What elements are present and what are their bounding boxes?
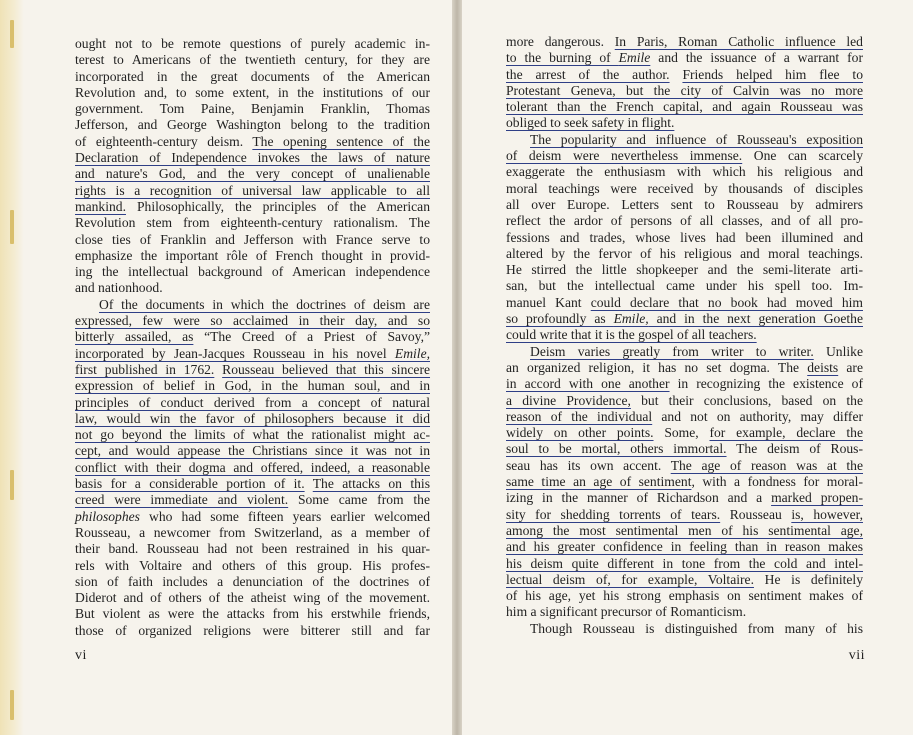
text-line <box>506 344 863 360</box>
underlined-text: creed were immediate and violent. <box>75 492 289 508</box>
text-line <box>506 474 863 490</box>
text-line <box>506 132 863 148</box>
text-line <box>75 558 430 574</box>
underlined-text: soul to be mortal, others immortal. <box>506 441 727 457</box>
tab-marker <box>10 20 14 48</box>
underlined-text: could declare that no book had moved him <box>590 294 863 310</box>
underlined-text: and in the next generation Goethe <box>648 311 863 327</box>
text-run: him a significant precursor of Romanticism. <box>506 604 747 620</box>
text-line <box>75 232 430 248</box>
tab-marker <box>10 210 14 244</box>
text-run: seau has its own accent. <box>506 457 671 473</box>
text-run: close ties of Franklin and Jefferson with France serve to <box>75 231 430 247</box>
underlined-text: The popularity and influence of Rousseau's exposition <box>530 131 863 147</box>
text-run: sion of faith includes a denunciation of the doctrines of <box>75 573 430 589</box>
text-run: emphasize the important rôle of French thought in provid- <box>75 247 430 263</box>
text-run: Jefferson, and George Washington belong to the tradition <box>75 117 430 133</box>
underlined-text: principles of conduct derived from a concept of natural <box>75 394 430 410</box>
underlined-text: tolerant than the French capital, and again Rousseau was <box>506 99 863 115</box>
text-line <box>75 525 430 541</box>
underlined-text: marked propen- <box>771 490 863 506</box>
text-line <box>506 83 863 99</box>
text-line <box>506 311 863 327</box>
underlined-text: law, would win the favor of philosophers because it did <box>75 410 430 426</box>
text-line <box>506 490 863 506</box>
text-line <box>75 199 430 215</box>
text-run: exaggerate the enthusiasm with which his religious and <box>506 164 863 180</box>
text-line <box>506 148 863 164</box>
text-line <box>506 197 863 213</box>
text-run: “The Creed of a Priest of Savoy,” <box>193 329 431 345</box>
underlined-text: same time an age of sentiment <box>506 474 692 490</box>
text-run: One can scarcely <box>742 148 863 164</box>
text-run: Rousseau, a newcomer from Switzerland, as a member of <box>75 524 430 540</box>
text-line <box>75 329 430 345</box>
text-line <box>75 69 430 85</box>
text-line <box>75 411 430 427</box>
underlined-text: first published in 1762. <box>75 361 215 377</box>
text-run: manuel Kant <box>506 294 591 310</box>
text-run: moral teachings were received by thousands of disciples <box>506 180 863 196</box>
text-run: ought not to be remote questions of purely academic in- <box>75 36 430 51</box>
underlined-text: Rousseau believed that this sincere <box>222 361 431 377</box>
text-line <box>506 181 863 197</box>
text-run: more dangerous. <box>506 34 615 49</box>
underlined-text: Of the documents in which the doctrines of deism are <box>99 296 430 312</box>
text-line <box>75 150 430 166</box>
text-line <box>506 621 863 637</box>
underlined-text: lectual deism of, for example, Voltaire. <box>506 571 754 587</box>
text-run: in recognizing the existence of <box>669 376 863 392</box>
underlined-text: but the city of Calvin was no more <box>615 82 863 98</box>
text-line <box>75 101 430 117</box>
text-run: terest to Americans of the twentieth century, for they are <box>75 52 430 68</box>
text-line <box>506 99 863 115</box>
text-run: government. Tom Paine, Benjamin Franklin, Thomas <box>75 101 430 117</box>
underlined-text: so profoundly as <box>506 311 614 327</box>
text-line <box>506 393 863 409</box>
text-line <box>506 213 863 229</box>
text-run: san, but the intellectual came under his spell too. Im- <box>506 278 863 294</box>
text-run: are <box>838 359 863 375</box>
tab-marker <box>10 690 14 720</box>
text-run: He stirred the little shopkeeper and the semi-literate arti- <box>506 262 863 278</box>
text-line <box>506 572 863 588</box>
text-line <box>75 134 430 150</box>
text-line <box>75 460 430 476</box>
text-line <box>506 295 863 311</box>
right-page-text <box>506 34 863 637</box>
text-run: their band. Rousseau had not been restrained in his quar- <box>75 541 430 557</box>
text-line <box>506 262 863 278</box>
underlined-text: and his greater confidence in feeling than in reason makes <box>506 539 863 555</box>
text-line <box>75 85 430 101</box>
underlined-text: In Paris, Roman Catholic influence led <box>614 34 863 49</box>
page-edge-tabs <box>0 0 24 735</box>
text-run: He is definitely <box>753 571 863 587</box>
text-line <box>75 248 430 264</box>
text-line <box>75 606 430 622</box>
underlined-text: deists <box>807 359 839 375</box>
text-run: and the issuance of a warrant for <box>650 50 864 66</box>
text-line <box>506 164 863 180</box>
text-line <box>506 409 863 425</box>
text-line <box>75 362 430 378</box>
text-run: Philosophically, the principles of the American <box>125 198 430 214</box>
underlined-text: could write that it is the gospel of all teachers. <box>506 327 757 343</box>
underlined-text: of deism were nevertheless immense. <box>506 148 743 164</box>
text-run: those of organized religions were bitterer still and far <box>75 622 430 638</box>
text-line <box>75 36 430 52</box>
page-number: vii <box>848 648 865 663</box>
text-line <box>75 476 430 492</box>
text-run: of eighteenth-century deism. <box>75 133 253 149</box>
text-line <box>75 183 430 199</box>
text-line <box>75 117 430 133</box>
text-run: of his age, yet his strong emphasis on sentiment makes of <box>506 588 863 604</box>
left-page-text <box>75 36 430 639</box>
text-line <box>506 458 863 474</box>
underlined-text: The attacks on this <box>312 476 431 492</box>
text-run: and nationhood. <box>75 280 163 296</box>
text-line <box>506 327 863 343</box>
underlined-text: obliged to seek safety in flight. <box>506 115 675 131</box>
text-line <box>506 539 863 555</box>
tab-marker <box>10 470 14 500</box>
text-line <box>75 427 430 443</box>
text-line <box>506 246 863 262</box>
text-line <box>75 346 430 362</box>
text-line <box>75 492 430 508</box>
text-run: But violent as were the attacks from his erstwhile friends, <box>75 606 430 622</box>
text-line <box>506 588 863 604</box>
text-line <box>75 623 430 639</box>
underlined-text: to the burning of <box>506 50 619 66</box>
text-line <box>75 280 430 296</box>
text-run: an organized religion, it has no set dogma. The <box>506 359 808 375</box>
text-run: who had some fifteen years earlier welcomed <box>139 508 430 524</box>
underlined-text: expression of belief in God, in the human soul, and in <box>75 378 430 394</box>
right-page <box>458 0 913 735</box>
text-line <box>75 541 430 557</box>
underlined-text: not go beyond the limits of what the rationalist might ac- <box>75 427 430 443</box>
text-run: Some, <box>653 425 710 441</box>
underlined-text: Deism varies greatly from writer to writer. <box>530 343 814 359</box>
text-line <box>506 230 863 246</box>
underlined-text: mankind. <box>75 198 126 214</box>
text-run: Revolution stem from eighteenth-century rationalism. The <box>75 215 430 231</box>
text-run: but their conclusions, based on the <box>630 392 863 408</box>
underlined-text: among the most sentimental men of his sentimental age, <box>506 522 863 538</box>
underlined-text: Emile, <box>394 345 430 361</box>
underlined-text: incorporated by Jean-Jacques Rousseau in his novel <box>75 345 395 361</box>
text-line <box>506 441 863 457</box>
book-gutter <box>452 0 462 735</box>
text-line <box>506 376 863 392</box>
underlined-text: conflict with their dogma and offered, indeed, a reasonable <box>75 459 430 475</box>
text-run: reflect the ardor of persons of all classes, and of all pro- <box>506 213 863 229</box>
underlined-text: Protestant Geneva, <box>506 82 616 98</box>
underlined-text: basis for a considerable portion of it. <box>75 476 305 492</box>
text-line <box>506 556 863 572</box>
text-run: ing the intellectual background of American independence <box>75 264 430 280</box>
text-line <box>75 590 430 606</box>
text-line <box>75 215 430 231</box>
text-line <box>506 425 863 441</box>
underlined-text: a divine Providence, <box>506 392 631 408</box>
left-page <box>0 0 456 735</box>
text-line <box>75 297 430 313</box>
text-run: The deism of Rous- <box>726 441 863 457</box>
text-line <box>506 507 863 523</box>
underlined-text: widely on other points. <box>506 425 654 441</box>
text-line <box>75 52 430 68</box>
text-line <box>75 166 430 182</box>
underlined-text: The age of reason was at the <box>670 457 863 473</box>
page-number: vi <box>75 648 87 663</box>
text-run: and not on authority, may differ <box>652 408 864 424</box>
text-run: rels with Voltaire and others of this group. His profes- <box>75 557 430 573</box>
text-line <box>75 395 430 411</box>
text-run <box>670 67 683 82</box>
text-run <box>214 362 222 377</box>
text-line <box>75 264 430 280</box>
text-line <box>506 34 863 50</box>
underlined-text: bitterly assailed, as <box>75 329 194 345</box>
underlined-text: Emile, <box>613 311 649 327</box>
underlined-text: Friends helped him flee to <box>682 66 863 82</box>
text-run: Diderot and of others of the atheist wing of the movement. <box>75 590 430 606</box>
text-run: Rousseau <box>720 506 792 522</box>
text-line <box>506 67 863 83</box>
text-line <box>75 443 430 459</box>
underlined-text: expressed, few were so acclaimed in their day, and so <box>75 313 430 329</box>
underlined-text: sity for shedding torrents of tears. <box>506 506 721 522</box>
text-run: izing in the manner of Richardson and a <box>506 490 772 506</box>
underlined-text: rights is a recognition of universal law applicable to all <box>75 182 430 198</box>
underlined-text: and nature's God, and the very concept of unalienable <box>75 166 430 182</box>
text-run: Some came from the <box>288 492 430 508</box>
text-line <box>506 604 863 620</box>
text-line <box>506 115 863 131</box>
text-line <box>506 360 863 376</box>
text-line <box>75 378 430 394</box>
underlined-text: his deism quite different in tone from the cold and intel- <box>506 555 863 571</box>
underlined-text: Emile <box>618 50 651 66</box>
text-line <box>506 523 863 539</box>
text-line <box>506 278 863 294</box>
underlined-text: is, however, <box>791 506 863 522</box>
text-run: fessions and trades, whose lives had been illumined and <box>506 229 863 245</box>
underlined-text: The opening sentence of the <box>252 133 431 149</box>
underlined-text: Declaration of Independence invokes the laws of nature <box>75 150 430 166</box>
underlined-text: for example, declare the <box>709 425 863 441</box>
text-run: Unlike <box>813 343 863 359</box>
underlined-text: in accord with one another <box>506 376 670 392</box>
underlined-text: the arrest of the author. <box>506 66 670 82</box>
text-run <box>305 476 313 491</box>
text-run: philosophes <box>75 508 140 524</box>
text-line <box>75 574 430 590</box>
text-run: , with a fondness for moral- <box>691 474 863 490</box>
text-line <box>75 313 430 329</box>
text-line <box>75 509 430 525</box>
underlined-text: reason of the individual <box>506 408 653 424</box>
text-run: incorporated in the great documents of the American <box>75 68 430 84</box>
text-line <box>506 50 863 66</box>
text-run: all over Europe. Letters sent to Rousseau by admirers <box>506 196 863 212</box>
text-run: Though Rousseau is distinguished from many of his <box>530 620 863 636</box>
text-run: Revolution and, to some extent, in the institutions of our <box>75 84 430 100</box>
underlined-text: cept, and would appease the Christians since it was not in <box>75 443 430 459</box>
text-run: altered by the fervor of his religious and moral teachings. <box>506 245 863 261</box>
